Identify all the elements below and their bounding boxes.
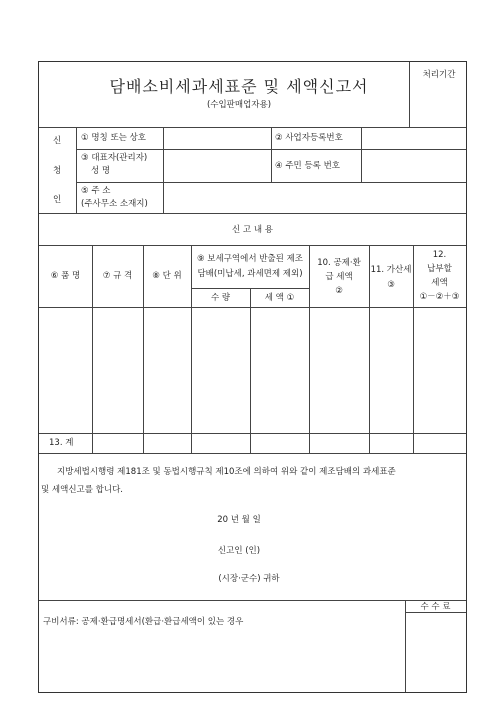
applicant-left-divider <box>76 127 77 213</box>
name-label: ① 명칭 또는 상호 <box>81 133 146 143</box>
tax-report-form <box>38 61 467 693</box>
declaration-text-1: 지방세법시행령 제181조 및 동법시행규칙 제10조에 의하여 위와 같이 제조담배의 과세표준 <box>57 467 396 477</box>
col-unit-header: ⑧ 단 위 <box>152 271 182 281</box>
entry-area[interactable] <box>39 308 466 433</box>
col-payable-header-3: 세액 <box>431 278 448 288</box>
resident-no-label: ④ 주민 등록 번호 <box>275 161 340 171</box>
col-spec-header: ⑦ 규 격 <box>102 271 133 281</box>
report-section-title: 신 고 내 용 <box>232 225 273 235</box>
col-bonded-header-2: 담배(미납세, 과세면제 제외) <box>197 269 303 279</box>
col-payable-header-1: 12. <box>432 250 447 260</box>
declaration-text-2: 및 세액신고를 합니다. <box>41 485 124 495</box>
col-deduct-header-1: 10. 공제·환 <box>317 258 361 268</box>
form-title: 담배소비세과세표준 및 세액신고서 <box>109 77 369 96</box>
required-documents: 구비서류: 공제·환급명세서(환급·환급세액이 있는 경우 <box>43 617 244 627</box>
fee-label: 수 수 료 <box>420 602 451 612</box>
reporter-line[interactable]: 신고인 (인) <box>217 546 261 556</box>
col-payable-header-4: ①－②＋③ <box>419 292 460 302</box>
col-deduct-header-2: 급 세액 <box>325 272 353 282</box>
col-qty-header: 수 량 <box>210 293 231 303</box>
total-label: 13. 계 <box>49 438 74 448</box>
applicant-top-line <box>39 127 466 128</box>
col-tax-header: 세 액 ① <box>264 293 295 303</box>
rep-label-2: 성 명 <box>91 166 111 176</box>
address-label-1: ⑤ 주 소 <box>81 186 111 196</box>
header-divider <box>409 62 410 127</box>
col-bonded-header-1: ⑨ 보세구역에서 반출된 제조 <box>196 254 304 264</box>
applicant-char-3: 인 <box>53 195 62 205</box>
applicant-char-1: 신 <box>53 136 62 146</box>
col-surcharge-header-1: 11. 가산세 <box>370 265 412 275</box>
form-subtitle: (수입판매업자용) <box>206 100 272 110</box>
business-reg-label: ② 사업자등록번호 <box>275 133 343 143</box>
processing-period-label: 처리기간 <box>422 70 456 80</box>
col-payable-header-2: 납부할 <box>427 264 452 274</box>
col-surcharge-header-2: ③ <box>387 280 395 290</box>
applicant-char-2: 청 <box>53 166 62 176</box>
address-label-2: (주사무소 소재지) <box>81 199 148 209</box>
col-item-header: ⑥ 품 명 <box>50 271 81 281</box>
date-line[interactable]: 20 년 월 일 <box>217 515 261 525</box>
rep-label-1: ③ 대표자(관리자) <box>81 153 148 163</box>
col-deduct-header-3: ② <box>335 286 343 296</box>
addressee: (시장·군수) 귀하 <box>218 574 280 584</box>
